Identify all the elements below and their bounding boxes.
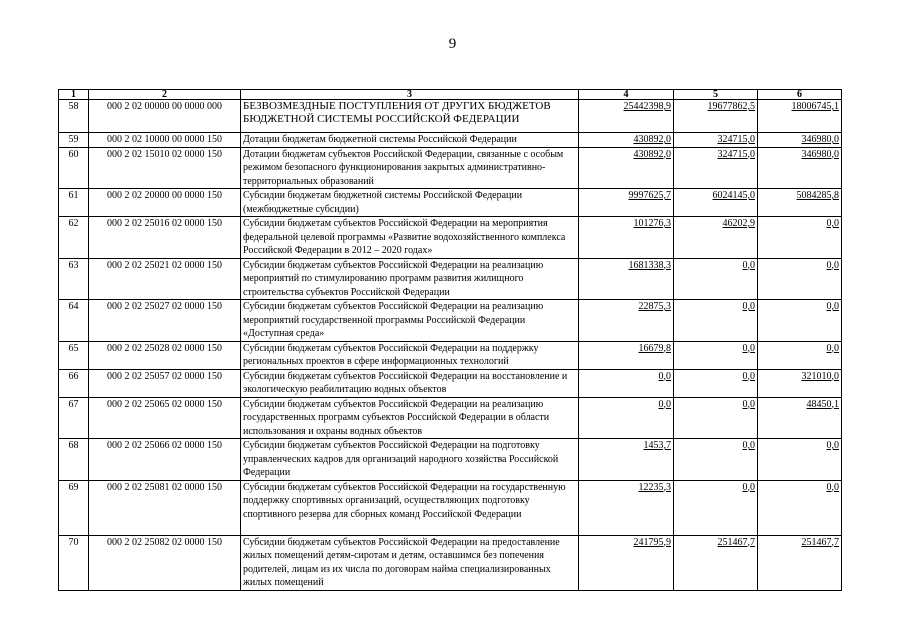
table-row [59,133,842,148]
value-col-4: 9997625,7 [579,189,674,217]
item-name: Субсидии бюджетам бюджетной системы Российской Федерации (межбюджетные субсидии) [241,189,579,217]
item-name: Субсидии бюджетам субъектов Российской Федерации на реализацию государственных программ субъектов Российской Федерации в области использования и охраны водных объектов [241,397,579,439]
row-number: 61 [59,189,89,217]
value-col-4: 1453,7 [579,439,674,481]
value-col-4: 430892,0 [579,147,674,189]
table-row [59,189,842,217]
value-col-4: 0,0 [579,369,674,397]
value-col-4: 25442398,9 [579,100,674,133]
value-col-5: 324715,0 [674,133,758,148]
budget-code: 000 2 02 15010 02 0000 150 [89,147,241,189]
value-col-5: 0,0 [674,397,758,439]
value-col-4: 241795,9 [579,535,674,590]
item-name: Субсидии бюджетам субъектов Российской Федерации на государственную поддержку спортивных организаций, осуществляющих подготовку спортивного резерва для сборных команд Российской Федерации [241,480,579,535]
col-header-5: 5 [674,90,758,100]
col-header-2: 2 [89,90,241,100]
item-name: Субсидии бюджетам субъектов Российской Федерации на реализацию мероприятий по стимулированию программ развития жилищного строительства субъектов Российской Федерации [241,258,579,300]
value-col-4: 101276,3 [579,217,674,259]
col-header-6: 6 [758,90,842,100]
table-row [59,147,842,189]
item-name: Субсидии бюджетам субъектов Российской Федерации на мероприятия федеральной целевой программы «Развитие водохозяйственного комплекса Российской Федерации в 2012 – 2020 годах» [241,217,579,259]
value-col-4: 430892,0 [579,133,674,148]
item-name: Субсидии бюджетам субъектов Российской Федерации на восстановление и экологическую реабилитацию водных объектов [241,369,579,397]
value-col-5: 0,0 [674,258,758,300]
table-row [59,397,842,439]
budget-code: 000 2 02 25082 02 0000 150 [89,535,241,590]
value-col-5: 0,0 [674,300,758,342]
table-row [59,439,842,481]
budget-code: 000 2 02 25057 02 0000 150 [89,369,241,397]
row-number: 64 [59,300,89,342]
col-header-3: 3 [241,90,579,100]
table-row [59,100,842,133]
value-col-4: 22875,3 [579,300,674,342]
col-header-1: 1 [59,90,89,100]
row-number: 67 [59,397,89,439]
item-name: Субсидии бюджетам субъектов Российской Федерации на поддержку региональных проектов в сфере информационных технологий [241,341,579,369]
budget-code: 000 2 02 10000 00 0000 150 [89,133,241,148]
value-col-6: 0,0 [758,300,842,342]
row-number: 68 [59,439,89,481]
row-number: 66 [59,369,89,397]
budget-code: 000 2 02 25066 02 0000 150 [89,439,241,481]
value-col-6: 0,0 [758,439,842,481]
value-col-5: 19677862,5 [674,100,758,133]
value-col-6: 48450,1 [758,397,842,439]
value-col-5: 0,0 [674,439,758,481]
budget-code: 000 2 02 25028 02 0000 150 [89,341,241,369]
value-col-5: 46202,9 [674,217,758,259]
value-col-4: 16679,8 [579,341,674,369]
budget-code: 000 2 02 25065 02 0000 150 [89,397,241,439]
value-col-4: 1681338,3 [579,258,674,300]
row-number: 69 [59,480,89,535]
budget-code: 000 2 02 25016 02 0000 150 [89,217,241,259]
col-header-4: 4 [579,90,674,100]
row-number: 65 [59,341,89,369]
table-row [59,341,842,369]
value-col-6: 0,0 [758,480,842,535]
value-col-5: 0,0 [674,369,758,397]
row-number: 63 [59,258,89,300]
value-col-6: 5084285,8 [758,189,842,217]
value-col-5: 0,0 [674,341,758,369]
item-name: Субсидии бюджетам субъектов Российской Федерации на подготовку управленческих кадров для организаций народного хозяйства Российской Федерации [241,439,579,481]
value-col-5: 251467,7 [674,535,758,590]
table-row [59,535,842,590]
value-col-6: 346980,0 [758,147,842,189]
row-number: 60 [59,147,89,189]
page-number: 9 [448,36,457,52]
value-col-6: 321010,0 [758,369,842,397]
row-number: 70 [59,535,89,590]
value-col-6: 346980,0 [758,133,842,148]
budget-table [58,89,842,591]
header-row [59,90,842,100]
row-number: 59 [59,133,89,148]
budget-code: 000 2 02 20000 00 0000 150 [89,189,241,217]
row-number: 62 [59,217,89,259]
value-col-5: 0,0 [674,480,758,535]
row-number: 58 [59,100,89,133]
item-name: Дотации бюджетам бюджетной системы Российской Федерации [241,133,579,148]
value-col-5: 324715,0 [674,147,758,189]
value-col-6: 0,0 [758,341,842,369]
value-col-5: 6024145,0 [674,189,758,217]
value-col-6: 0,0 [758,217,842,259]
table-row [59,480,842,535]
table-row [59,258,842,300]
value-col-4: 0,0 [579,397,674,439]
value-col-6: 251467,7 [758,535,842,590]
table-row [59,217,842,259]
value-col-4: 12235,3 [579,480,674,535]
budget-code: 000 2 02 25027 02 0000 150 [89,300,241,342]
value-col-6: 0,0 [758,258,842,300]
table-row [59,300,842,342]
budget-code: 000 2 02 25081 02 0000 150 [89,480,241,535]
table-row [59,369,842,397]
budget-code: 000 2 02 00000 00 0000 000 [89,100,241,133]
item-name: Субсидии бюджетам субъектов Российской Федерации на реализацию мероприятий государственной программы Российской Федерации «Доступная среда» [241,300,579,342]
budget-code: 000 2 02 25021 02 0000 150 [89,258,241,300]
value-col-6: 18006745,1 [758,100,842,133]
item-name: Субсидии бюджетам субъектов Российской Федерации на предоставление жилых помещений детям-сиротам и детям, оставшимся без попечения родителей, лицам из их числа по договорам найма специализированных жилых помещений [241,535,579,590]
item-name: БЕЗВОЗМЕЗДНЫЕ ПОСТУПЛЕНИЯ ОТ ДРУГИХ БЮДЖЕТОВ БЮДЖЕТНОЙ СИСТЕМЫ РОССИЙСКОЙ ФЕДЕРАЦИИ [241,100,579,133]
item-name: Дотации бюджетам субъектов Российской Федерации, связанные с особым режимом безопасного функционирования закрытых административно-территориальных образований [241,147,579,189]
